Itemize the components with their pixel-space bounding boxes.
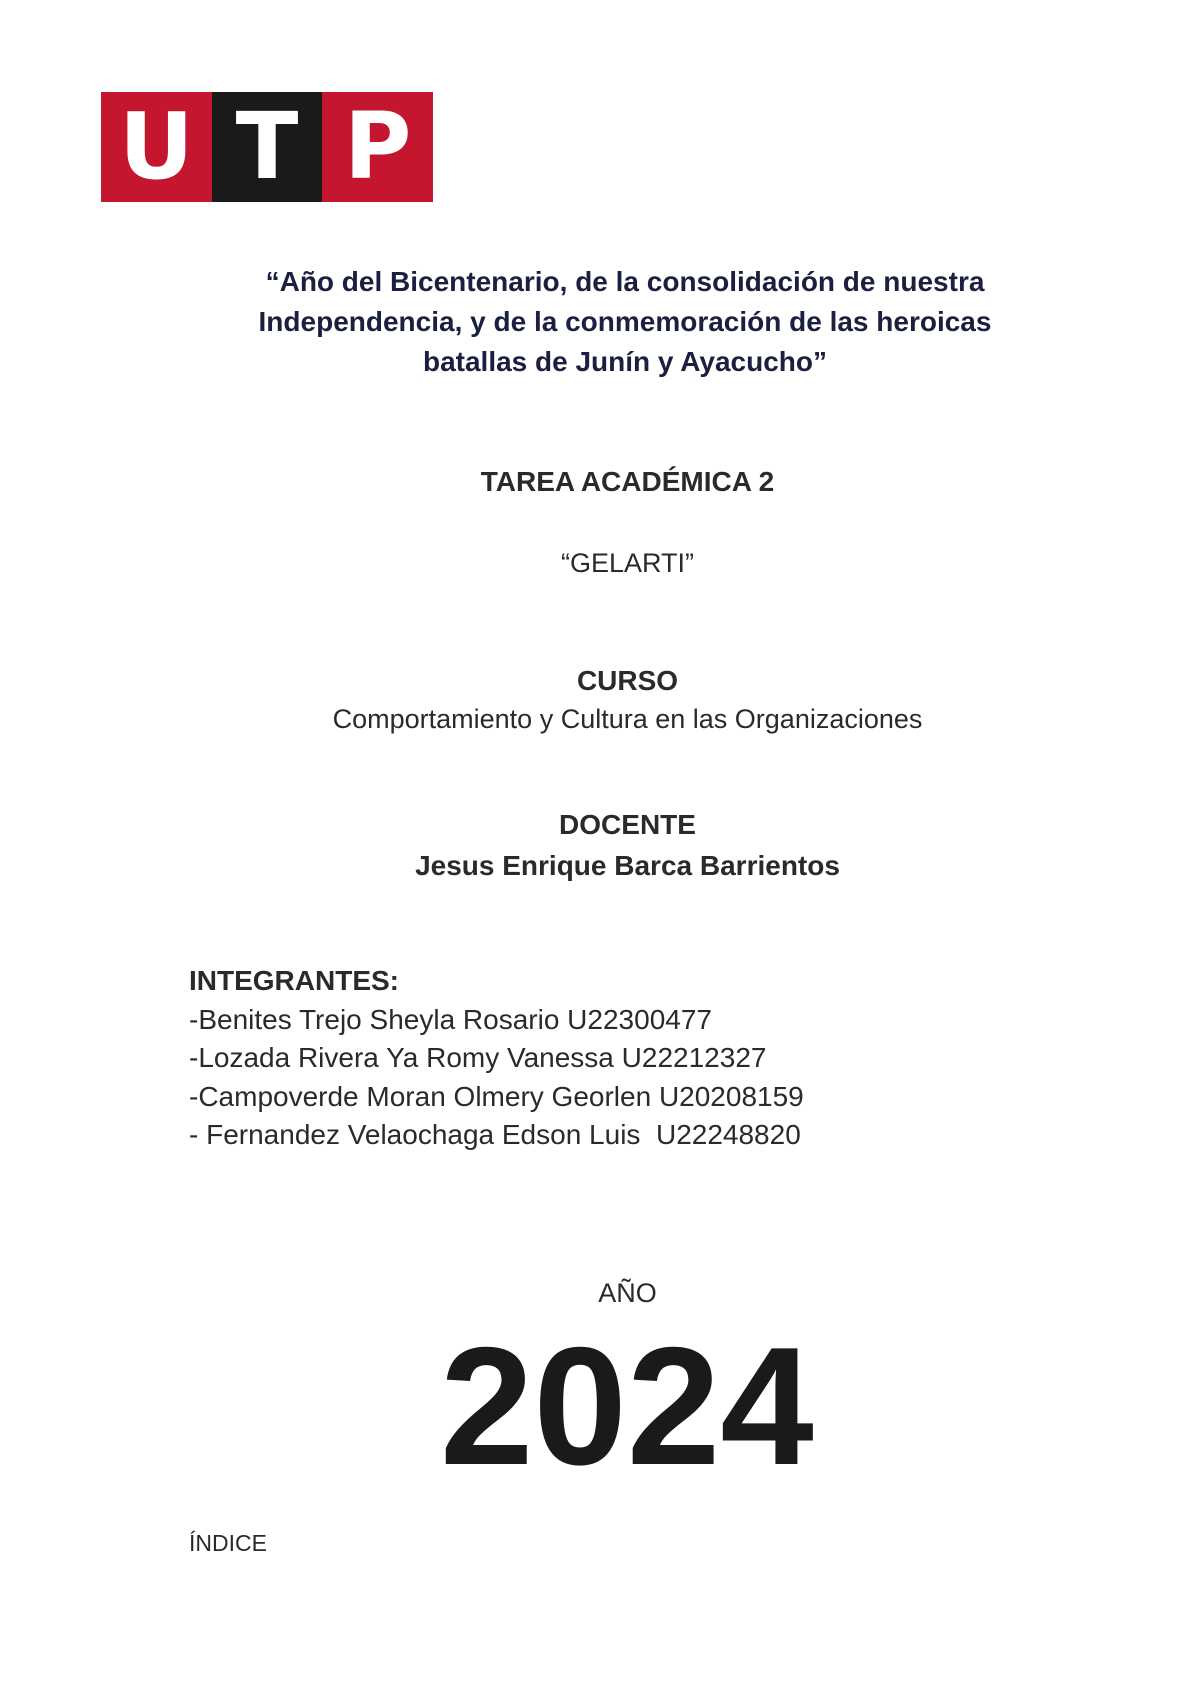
logo-letter-u: U bbox=[101, 92, 212, 202]
member-item: -Benites Trejo Sheyla Rosario U22300477 bbox=[189, 1003, 712, 1035]
assignment-title: TAREA ACADÉMICA 2 bbox=[480, 466, 775, 497]
motto-line: “Año del Bicentenario, de la consolidación de nuestra bbox=[265, 266, 985, 297]
logo-letter-t: T bbox=[212, 92, 323, 202]
teacher-heading: DOCENTE bbox=[559, 809, 696, 840]
index-heading: ÍNDICE bbox=[189, 1530, 267, 1556]
logo-letter-p: P bbox=[322, 92, 433, 202]
course-heading: CURSO bbox=[576, 665, 679, 696]
course-name: Comportamiento y Cultura en las Organizaciones bbox=[332, 704, 923, 734]
motto-line: Independencia, y de la conmemoración de las heroicas bbox=[258, 306, 992, 337]
utp-logo bbox=[101, 92, 433, 202]
project-name: “GELARTI” bbox=[560, 548, 695, 578]
member-item: - Fernandez Velaochaga Edson Luis U22248820 bbox=[189, 1119, 801, 1150]
member-item: -Lozada Rivera Ya Romy Vanessa U22212327 bbox=[189, 1042, 767, 1073]
members-section bbox=[189, 962, 804, 1155]
members-heading: INTEGRANTES: bbox=[189, 965, 399, 996]
year-motto bbox=[180, 262, 1070, 382]
motto-line: batallas de Junín y Ayacucho” bbox=[422, 346, 828, 377]
teacher-name: Jesus Enrique Barca Barrientos bbox=[415, 850, 840, 881]
member-item: -Campoverde Moran Olmery Georlen U20208159 bbox=[189, 1080, 804, 1112]
year-label: AÑO bbox=[598, 1278, 657, 1308]
year-value: 2024 bbox=[440, 1312, 814, 1500]
